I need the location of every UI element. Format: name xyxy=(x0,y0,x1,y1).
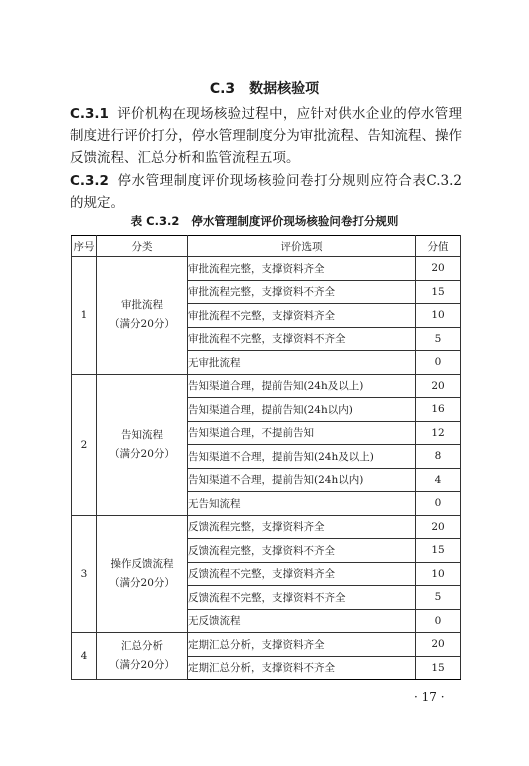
clause-text: 评价机构在现场核验过程中，应针对供水企业的停水管理制度进行评价打分，停水管理制度分为审批流程、告知流程、操作反馈流程、汇总分析和监管流程五项。 xyxy=(70,106,462,166)
option-cell: 告知渠道不合理，提前告知(24h以内) xyxy=(188,468,416,492)
header-option: 评价选项 xyxy=(188,236,416,257)
option-cell: 告知渠道合理，提前告知(24h以内) xyxy=(188,398,416,422)
table-number: 表 C.3.2 xyxy=(130,214,180,228)
option-cell: 无审批流程 xyxy=(188,351,416,375)
option-cell: 审批流程不完整，支撑资料齐全 xyxy=(188,304,416,328)
score-cell: 0 xyxy=(416,351,461,375)
option-cell: 反馈流程完整，支撑资料不齐全 xyxy=(188,539,416,563)
score-cell: 5 xyxy=(416,586,461,610)
category-note: （满分20分） xyxy=(109,447,175,460)
score-cell: 5 xyxy=(416,327,461,351)
clause-text: 停水管理制度评价现场核验问卷打分规则应符合表C.3.2的规定。 xyxy=(70,173,462,211)
header-seq: 序号 xyxy=(72,236,97,257)
score-cell: 20 xyxy=(416,515,461,539)
category-name: 操作反馈流程 xyxy=(110,557,174,570)
option-cell: 反馈流程完整，支撑资料齐全 xyxy=(188,515,416,539)
table-row xyxy=(72,257,461,281)
group-category xyxy=(97,515,188,633)
option-cell: 告知渠道合理，不提前告知 xyxy=(188,421,416,445)
category-note: （满分20分） xyxy=(109,576,175,589)
group-category xyxy=(97,633,188,680)
option-cell: 无反馈流程 xyxy=(188,609,416,633)
header-score: 分值 xyxy=(416,236,461,257)
category-name: 汇总分析 xyxy=(121,640,163,652)
option-cell: 告知渠道合理，提前告知(24h及以上) xyxy=(188,374,416,398)
page-number: · 17 · xyxy=(414,690,445,704)
table-row xyxy=(72,515,461,539)
score-cell: 4 xyxy=(416,468,461,492)
table-header-row xyxy=(72,236,461,257)
option-cell: 定期汇总分析，支撑资料齐全 xyxy=(188,633,416,657)
score-cell: 20 xyxy=(416,257,461,281)
category-note: （满分20分） xyxy=(109,659,175,671)
score-cell: 0 xyxy=(416,609,461,633)
scoring-rules-table xyxy=(71,235,461,680)
option-cell: 无告知流程 xyxy=(188,492,416,516)
table-row xyxy=(72,633,461,657)
table-title: 停水管理制度评价现场核验问卷打分规则 xyxy=(191,214,399,228)
clause-number: C.3.2 xyxy=(70,173,109,189)
category-name: 告知流程 xyxy=(121,428,163,441)
option-cell: 审批流程完整，支撑资料齐全 xyxy=(188,257,416,281)
group-seq: 2 xyxy=(72,374,97,515)
score-cell: 12 xyxy=(416,421,461,445)
score-cell: 10 xyxy=(416,304,461,328)
score-cell: 0 xyxy=(416,492,461,516)
score-cell: 15 xyxy=(416,280,461,304)
category-note: （满分20分） xyxy=(109,318,175,331)
section-number: C.3 xyxy=(209,81,236,97)
clause-number: C.3.1 xyxy=(70,106,109,122)
score-cell: 15 xyxy=(416,539,461,563)
score-cell: 15 xyxy=(416,656,461,680)
option-cell: 定期汇总分析，支撑资料不齐全 xyxy=(188,656,416,680)
table-caption xyxy=(0,213,529,229)
group-seq: 1 xyxy=(72,257,97,375)
option-cell: 反馈流程不完整，支撑资料齐全 xyxy=(188,562,416,586)
score-cell: 10 xyxy=(416,562,461,586)
clause-c-3-2 xyxy=(70,170,462,214)
table-row xyxy=(72,374,461,398)
section-heading: 数据核验项 xyxy=(249,81,320,97)
section-title xyxy=(0,78,529,98)
category-name: 审批流程 xyxy=(121,299,163,312)
group-category xyxy=(97,257,188,375)
score-cell: 20 xyxy=(416,374,461,398)
clause-c-3-1 xyxy=(70,103,462,169)
option-cell: 反馈流程不完整，支撑资料不齐全 xyxy=(188,586,416,610)
score-cell: 20 xyxy=(416,633,461,657)
group-category xyxy=(97,374,188,515)
option-cell: 审批流程不完整，支撑资料不齐全 xyxy=(188,327,416,351)
header-category: 分类 xyxy=(97,236,188,257)
option-cell: 告知渠道不合理，提前告知(24h及以上) xyxy=(188,445,416,469)
option-cell: 审批流程完整，支撑资料不齐全 xyxy=(188,280,416,304)
score-cell: 8 xyxy=(416,445,461,469)
score-cell: 16 xyxy=(416,398,461,422)
group-seq: 4 xyxy=(72,633,97,680)
group-seq: 3 xyxy=(72,515,97,633)
